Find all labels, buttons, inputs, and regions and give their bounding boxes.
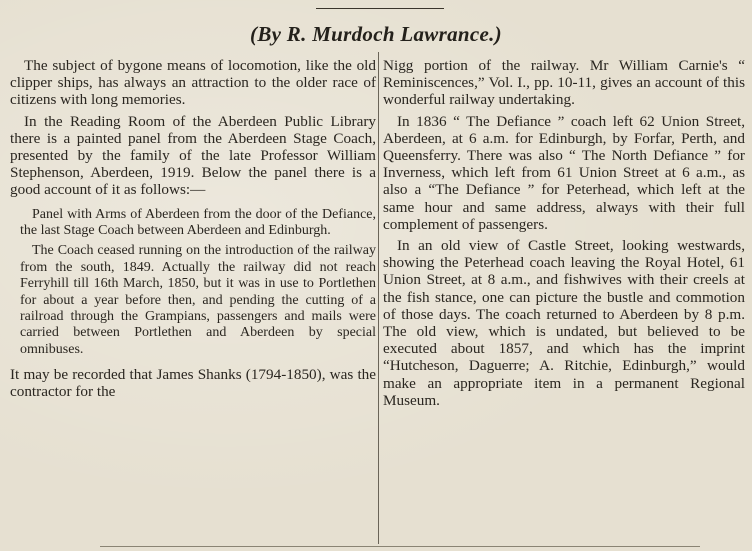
byline: (By R. Murdoch Lawrance.) <box>250 22 502 46</box>
right-column <box>383 57 745 409</box>
bottom-border <box>100 546 700 547</box>
quote-panel: Panel with Arms of Aberdeen from the door of the Defiance, the last Stage Coach between Aberdeen and Edinburgh. <box>20 206 376 239</box>
column-divider <box>378 52 379 544</box>
paragraph-shanks: It may be recorded that James Shanks (1794-1850), was the contractor for the <box>10 366 376 401</box>
paragraph-nigg: Nigg portion of the railway. Mr William Carnie's “ Reminiscences,” Vol. I., pp. 10-11, gives an account of this wonderful railway undertaking. <box>383 57 745 109</box>
header-rule <box>316 8 444 9</box>
paragraph-1836: In 1836 “ The Defiance ” coach left 62 Union Street, Aberdeen, at 6 a.m. for Edinburgh, by Forfar, Perth, and Queensferry. There was also “ The North Defiance ” for Inverness, which left from 61 Union Street at 6 a.m., as also a “The Defiance ” for Peterhead, which left at the same hour and same address, always with their full complement of passengers. <box>383 112 745 233</box>
left-column <box>10 57 376 401</box>
paragraph-castle-street: In an old view of Castle Street, looking westwards, showing the Peterhead coach leaving the Royal Hotel, 61 Union Street, at 8 a.m., and fishwives with their creels at the fish stance, one can picture the bustle and commotion of those days. The coach returned to Aberdeen by 8 p.m. The old view, which is undated, but believed to be executed about 1857, and which has the imprint “Hutcheson, Daguerre; A. Ritchie, Edinburgh,” would make an appropriate item in a permanent Regional Museum. <box>383 237 745 409</box>
paragraph-reading-room: In the Reading Room of the Aberdeen Public Library there is a painted panel from the Aberdeen Stage Coach, presented by the family of the late Professor William Stephenson, Aberdeen, 1919. Below the panel there is a good account of it as follows:— <box>10 112 376 199</box>
paragraph-intro: The subject of bygone means of locomotion, like the old clipper ships, has always an attraction to the older race of citizens with long memories. <box>10 57 376 109</box>
quote-coach-ceased: The Coach ceased running on the introduction of the railway from the south, 1849. Actually the railway did not reach Ferryhill till 16th March, 1850, but it was in use to Portlethen for about a year before then, and pending the cutting of a railroad through the Grampians, passengers and mails were carried between Portlethen and Aberdeen by special omnibuses. <box>20 243 376 357</box>
